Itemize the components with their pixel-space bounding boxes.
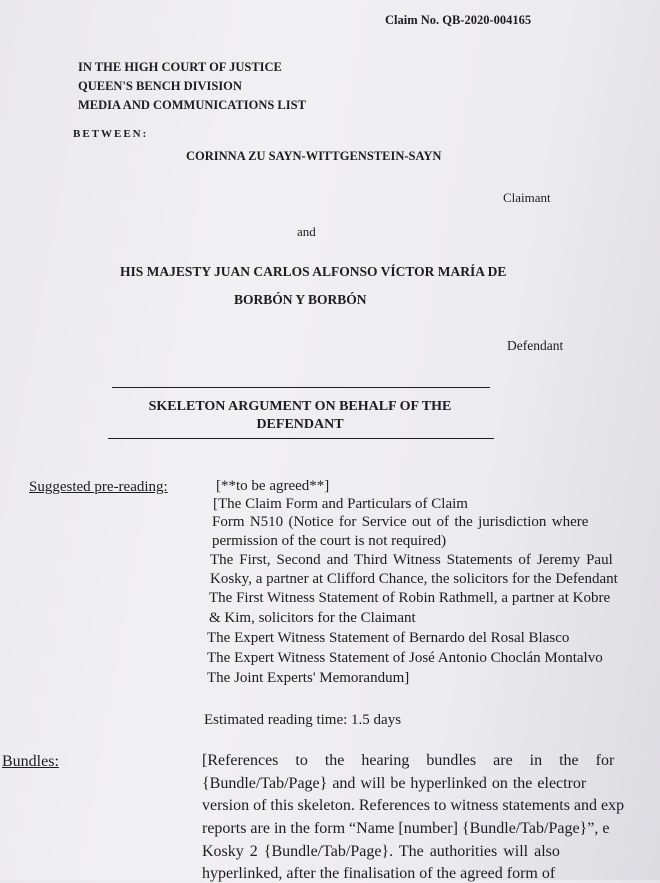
defendant-name-line-2: BORBÓN Y BORBÓN <box>234 292 367 307</box>
bundles-line: Kosky 2 {Bundle/Tab/Page}. The authorities will also <box>202 843 560 860</box>
pre-reading-line: The First Witness Statement of Robin Rathmell, a partner at Kobre <box>209 590 611 606</box>
pre-reading-line: Form N510 (Notice for Service out of the jurisdiction where <box>212 514 589 530</box>
court-line: MEDIA AND COMMUNICATIONS LIST <box>78 98 306 112</box>
between-label: BETWEEN: <box>73 128 149 140</box>
claimant-role: Claimant <box>503 190 551 205</box>
reading-time: Estimated reading time: 1.5 days <box>204 712 402 728</box>
bundles-line: {Bundle/Tab/Page} and will be hyperlinked on the electror <box>202 775 587 792</box>
pre-reading-label: Suggested pre-reading: <box>29 479 168 495</box>
defendant-name-line-1: HIS MAJESTY JUAN CARLOS ALFONSO VÍCTOR MARÍA DE <box>120 264 507 279</box>
title-line: DEFENDANT <box>256 417 344 432</box>
pre-reading-line: & Kim, solicitors for the Claimant <box>209 610 416 626</box>
claimant-name: CORINNA ZU SAYN-WITTGENSTEIN-SAYN <box>186 149 442 163</box>
pre-reading-line: Kosky, a partner at Clifford Chance, the solicitors for the Defendant <box>210 571 618 587</box>
court-heading <box>78 58 306 115</box>
bundles-line: hyperlinked, after the finalisation of the agreed form of <box>202 865 556 882</box>
title-rule-bottom <box>108 438 494 439</box>
document-title <box>120 398 480 434</box>
court-line: QUEEN'S BENCH DIVISION <box>78 79 242 93</box>
pre-reading-line: The Expert Witness Statement of Bernardo del Rosal Blasco <box>207 630 570 646</box>
pre-reading-line: The Expert Witness Statement of José Antonio Choclán Montalvo <box>207 650 603 666</box>
bundles-line: version of this skeleton. References to witness statements and exp <box>202 797 625 814</box>
court-line: IN THE HIGH COURT OF JUSTICE <box>78 60 282 74</box>
title-rule-top <box>112 387 490 388</box>
bundles-line: [References to the hearing bundles are in the for <box>202 752 615 769</box>
pre-reading-line: permission of the court is not required) <box>212 533 447 549</box>
defendant-role: Defendant <box>507 338 564 353</box>
title-line: SKELETON ARGUMENT ON BEHALF OF THE <box>148 399 452 414</box>
pre-reading-line: The Joint Experts' Memorandum] <box>207 670 410 686</box>
and-separator: and <box>297 224 316 239</box>
pre-reading-line: [The Claim Form and Particulars of Claim <box>213 496 468 512</box>
pre-reading-line: The First, Second and Third Witness Statements of Jeremy Paul <box>210 552 613 568</box>
pre-reading-line: [**to be agreed**] <box>216 478 330 494</box>
claim-number: Claim No. QB-2020-004165 <box>385 13 532 27</box>
bundles-line: reports are in the form “Name [number] {Bundle/Tab/Page}”, e <box>202 820 610 837</box>
bundles-label: Bundles: <box>2 753 59 770</box>
